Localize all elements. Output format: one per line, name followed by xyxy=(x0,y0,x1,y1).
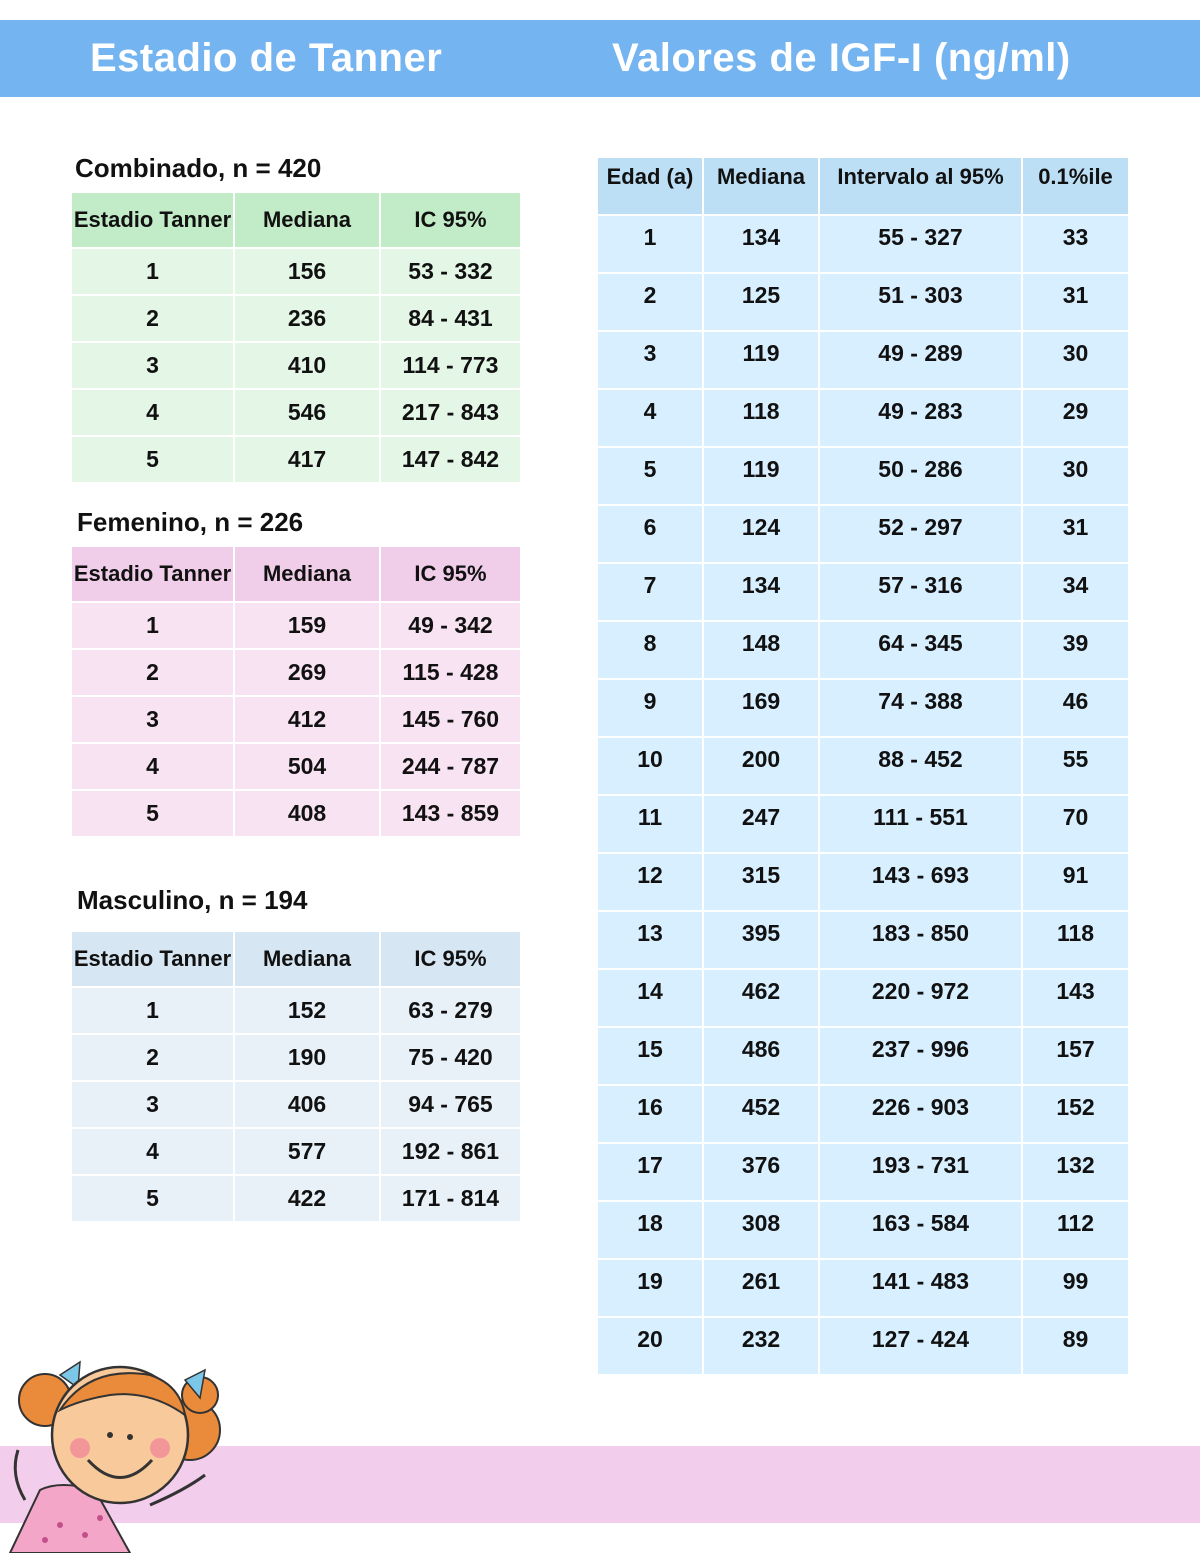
table-cell: 192 - 861 xyxy=(380,1128,520,1175)
table-cell: 124 xyxy=(703,505,819,563)
table-row xyxy=(598,1317,1128,1374)
table-header-row xyxy=(72,193,520,248)
table-row xyxy=(72,790,520,837)
table-cell: 4 xyxy=(598,389,703,447)
table-cell: 11 xyxy=(598,795,703,853)
table-cell: 3 xyxy=(72,1081,234,1128)
table-cell: 31 xyxy=(1022,505,1128,563)
table-row xyxy=(72,696,520,743)
table-cell: 119 xyxy=(703,331,819,389)
table-cell: 118 xyxy=(703,389,819,447)
table-row xyxy=(598,389,1128,447)
table-cell: 236 xyxy=(234,295,380,342)
table-cell: 52 - 297 xyxy=(819,505,1022,563)
table-cell: 75 - 420 xyxy=(380,1034,520,1081)
table-cell: 141 - 483 xyxy=(819,1259,1022,1317)
column-header-percentile: 0.1%ile xyxy=(1022,158,1128,215)
table-cell: 111 - 551 xyxy=(819,795,1022,853)
table-row xyxy=(72,342,520,389)
table-cell: 39 xyxy=(1022,621,1128,679)
table-row xyxy=(598,969,1128,1027)
table-cell: 190 xyxy=(234,1034,380,1081)
table-cell: 417 xyxy=(234,436,380,483)
table-cell: 171 - 814 xyxy=(380,1175,520,1222)
table-header-row xyxy=(72,547,520,602)
table-row xyxy=(72,1175,520,1222)
table-row xyxy=(598,505,1128,563)
table-cell: 30 xyxy=(1022,447,1128,505)
table-cell: 112 xyxy=(1022,1201,1128,1259)
table-cell: 546 xyxy=(234,389,380,436)
table-cell: 261 xyxy=(703,1259,819,1317)
table-cell: 1 xyxy=(72,248,234,295)
table-row xyxy=(72,436,520,483)
table-cell: 13 xyxy=(598,911,703,969)
table-cell: 119 xyxy=(703,447,819,505)
table-cell: 159 xyxy=(234,602,380,649)
table-row xyxy=(598,1143,1128,1201)
table-cell: 157 xyxy=(1022,1027,1128,1085)
table-row xyxy=(598,853,1128,911)
table-cell: 20 xyxy=(598,1317,703,1374)
table-row xyxy=(598,331,1128,389)
table-cell: 33 xyxy=(1022,215,1128,273)
table-cell: 5 xyxy=(72,1175,234,1222)
column-header-median: Mediana xyxy=(703,158,819,215)
table-cell: 84 - 431 xyxy=(380,295,520,342)
table-row xyxy=(598,1259,1128,1317)
header-title-igf: Valores de IGF-I (ng/ml) xyxy=(612,36,1071,80)
table-cell: 147 - 842 xyxy=(380,436,520,483)
table-cell: 8 xyxy=(598,621,703,679)
table-cell: 4 xyxy=(72,389,234,436)
header-bar xyxy=(0,20,1200,97)
table-cell: 17 xyxy=(598,1143,703,1201)
table-cell: 134 xyxy=(703,563,819,621)
table-cell: 226 - 903 xyxy=(819,1085,1022,1143)
cartoon-girl-illustration xyxy=(0,1340,260,1553)
table-cell: 193 - 731 xyxy=(819,1143,1022,1201)
column-header-age: Edad (a) xyxy=(598,158,703,215)
table-cell: 412 xyxy=(234,696,380,743)
table-row xyxy=(598,737,1128,795)
table-cell: 10 xyxy=(598,737,703,795)
table-cell: 89 xyxy=(1062,1326,1089,1352)
table-cell: 1 xyxy=(72,602,234,649)
table-cell: 143 - 859 xyxy=(380,790,520,837)
column-header: IC 95% xyxy=(380,932,520,987)
table-cell: 486 xyxy=(703,1027,819,1085)
table-cell: 410 xyxy=(234,342,380,389)
table-combinado xyxy=(72,193,520,484)
table-masculino xyxy=(72,932,520,1223)
table-cell: 94 - 765 xyxy=(380,1081,520,1128)
table-cell: 217 - 843 xyxy=(380,389,520,436)
table-cell: 16 xyxy=(598,1085,703,1143)
table-cell: 408 xyxy=(234,790,380,837)
table-cell: 3 xyxy=(598,331,703,389)
header-title-tanner: Estadio de Tanner xyxy=(90,36,443,80)
table-cell: 269 xyxy=(234,649,380,696)
column-header-interval: Intervalo al 95% xyxy=(819,158,1022,215)
table-cell: 34 xyxy=(1022,563,1128,621)
table-cell: 99 xyxy=(1022,1259,1128,1317)
table-cell: 237 - 996 xyxy=(819,1027,1022,1085)
table-cell: 2 xyxy=(72,295,234,342)
table-cell: 118 xyxy=(1022,911,1128,969)
table-cell: 49 - 283 xyxy=(819,389,1022,447)
table-cell: 46 xyxy=(1022,679,1128,737)
table-cell: 156 xyxy=(234,248,380,295)
table-cell: 4 xyxy=(72,743,234,790)
table-cell: 55 - 327 xyxy=(819,215,1022,273)
column-header: Estadio Tanner xyxy=(72,932,234,987)
table-cell: 3 xyxy=(72,696,234,743)
table-row xyxy=(598,215,1128,273)
table-cell: 6 xyxy=(598,505,703,563)
group-title-femenino: Femenino, n = 226 xyxy=(77,507,304,537)
table-cell: 232 xyxy=(703,1317,819,1374)
table-cell: 145 - 760 xyxy=(380,696,520,743)
table-cell: 134 xyxy=(703,215,819,273)
table-cell: 114 - 773 xyxy=(380,342,520,389)
table-cell: 148 xyxy=(703,621,819,679)
table-cell: 452 xyxy=(703,1085,819,1143)
column-header: Estadio Tanner xyxy=(72,547,234,602)
table-row xyxy=(598,1027,1128,1085)
table-cell: 49 - 342 xyxy=(380,602,520,649)
table-cell: 30 xyxy=(1022,331,1128,389)
table-cell: 200 xyxy=(703,737,819,795)
column-header: Mediana xyxy=(234,547,380,602)
table-cell: 152 xyxy=(1022,1085,1128,1143)
table-cell: 5 xyxy=(598,447,703,505)
column-header: Mediana xyxy=(234,932,380,987)
table-femenino xyxy=(72,547,520,838)
table-cell: 152 xyxy=(234,987,380,1034)
table-row xyxy=(598,621,1128,679)
table-row xyxy=(598,679,1128,737)
table-cell: 19 xyxy=(598,1259,703,1317)
table-cell: 50 - 286 xyxy=(819,447,1022,505)
table-row xyxy=(72,987,520,1034)
table-row xyxy=(598,795,1128,853)
table-cell: 64 - 345 xyxy=(819,621,1022,679)
table-cell: 29 xyxy=(1022,389,1128,447)
table-row xyxy=(72,295,520,342)
table-cell: 51 - 303 xyxy=(819,273,1022,331)
table-row xyxy=(72,1128,520,1175)
table-row xyxy=(72,649,520,696)
table-cell: 2 xyxy=(72,649,234,696)
table-cell: 125 xyxy=(703,273,819,331)
table-cell: 406 xyxy=(234,1081,380,1128)
table-row xyxy=(598,447,1128,505)
table-cell: 7 xyxy=(598,563,703,621)
table-cell: 462 xyxy=(703,969,819,1027)
column-header: Mediana xyxy=(234,193,380,248)
table-cell: 14 xyxy=(598,969,703,1027)
table-cell: 376 xyxy=(703,1143,819,1201)
table-cell: 220 - 972 xyxy=(819,969,1022,1027)
table-cell: 183 - 850 xyxy=(819,911,1022,969)
table-cell: 63 - 279 xyxy=(380,987,520,1034)
table-cell: 395 xyxy=(703,911,819,969)
table-cell: 4 xyxy=(72,1128,234,1175)
table-cell: 5 xyxy=(72,790,234,837)
table-cell: 315 xyxy=(703,853,819,911)
table-header-row xyxy=(72,932,520,987)
table-cell: 504 xyxy=(234,743,380,790)
table-row xyxy=(598,273,1128,331)
table-cell: 2 xyxy=(72,1034,234,1081)
table-row xyxy=(598,563,1128,621)
table-row xyxy=(72,389,520,436)
table-row xyxy=(72,602,520,649)
table-cell: 12 xyxy=(598,853,703,911)
table-cell: 115 - 428 xyxy=(380,649,520,696)
table-cell: 53 - 332 xyxy=(380,248,520,295)
table-row xyxy=(598,1085,1128,1143)
group-title-masculino: Masculino, n = 194 xyxy=(77,885,308,915)
table-cell: 9 xyxy=(598,679,703,737)
table-cell: 74 - 388 xyxy=(819,679,1022,737)
column-header: IC 95% xyxy=(380,193,520,248)
table-cell: 169 xyxy=(703,679,819,737)
table-cell: 91 xyxy=(1022,853,1128,911)
table-cell: 244 - 787 xyxy=(380,743,520,790)
table-row xyxy=(72,1081,520,1128)
table-row xyxy=(72,248,520,295)
column-header: IC 95% xyxy=(380,547,520,602)
table-row xyxy=(598,911,1128,969)
table-cell: 57 - 316 xyxy=(819,563,1022,621)
group-title-combinado: Combinado, n = 420 xyxy=(75,153,322,183)
table-cell: 422 xyxy=(234,1175,380,1222)
table-cell: 127 - 424 xyxy=(819,1317,1022,1374)
table-igf-by-age xyxy=(598,158,1128,1374)
table-cell: 247 xyxy=(703,795,819,853)
table-cell: 55 xyxy=(1022,737,1128,795)
table-cell: 2 xyxy=(598,273,703,331)
column-header: Estadio Tanner xyxy=(72,193,234,248)
table-header-row xyxy=(598,158,1128,215)
table-cell: 88 - 452 xyxy=(819,737,1022,795)
table-cell: 15 xyxy=(598,1027,703,1085)
table-cell: 132 xyxy=(1022,1143,1128,1201)
table-cell: 1 xyxy=(598,215,703,273)
table-cell: 3 xyxy=(72,342,234,389)
table-cell: 49 - 289 xyxy=(819,331,1022,389)
table-cell: 18 xyxy=(598,1201,703,1259)
table-cell: 308 xyxy=(703,1201,819,1259)
table-cell: 1 xyxy=(72,987,234,1034)
table-row xyxy=(598,1201,1128,1259)
table-cell: 70 xyxy=(1022,795,1128,853)
table-cell: 577 xyxy=(234,1128,380,1175)
table-row xyxy=(72,743,520,790)
table-cell: 163 - 584 xyxy=(819,1201,1022,1259)
table-cell: 31 xyxy=(1022,273,1128,331)
table-row xyxy=(72,1034,520,1081)
table-cell: 143 xyxy=(1022,969,1128,1027)
table-cell: 5 xyxy=(72,436,234,483)
table-cell: 143 - 693 xyxy=(819,853,1022,911)
